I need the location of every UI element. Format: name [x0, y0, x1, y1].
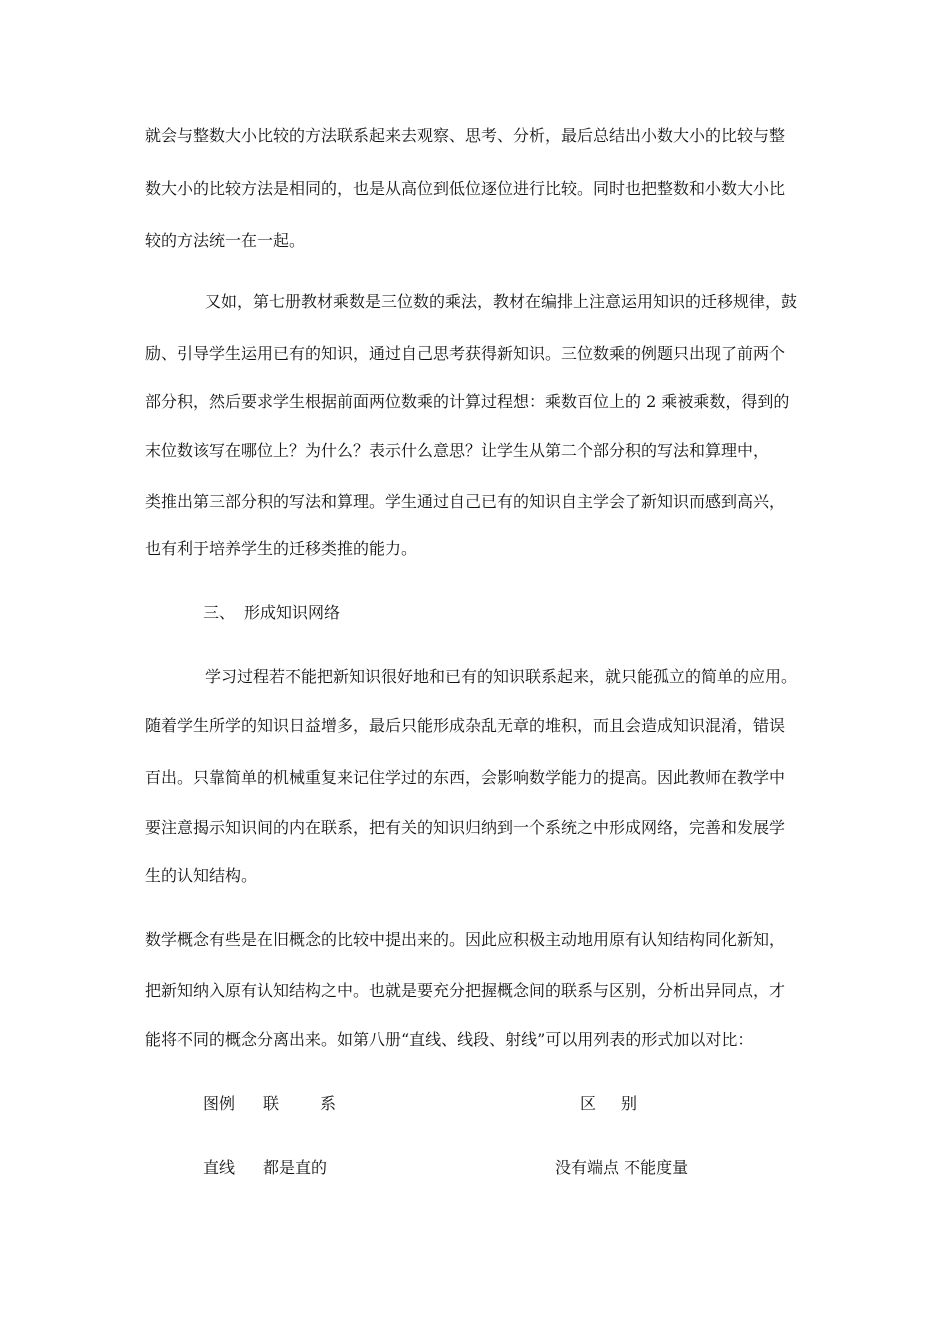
paragraph-2-line-5: 类推出第三部分积的写法和算理。学生通过自己已有的知识自主学会了新知识而感到高兴，: [145, 492, 786, 511]
paragraph-2-line-3: 部分积，然后要求学生根据前面两位数乘的计算过程想：乘数百位上的 2 乘被乘数，得到的: [145, 392, 790, 411]
section-number: 三、: [203, 603, 236, 622]
header-relation-char-2: 系: [320, 1094, 337, 1113]
paragraph-3-line-2: 随着学生所学的知识日益增多，最后只能形成杂乱无章的堆积，而且会造成知识混淆，错误: [145, 716, 786, 735]
section-title: 形成知识网络: [244, 603, 341, 622]
paragraph-1-line-2: 数大小的比较方法是相同的，也是从高位到低位逐位进行比较。同时也把整数和小数大小比: [145, 179, 786, 198]
header-difference-char-2: 别: [621, 1094, 638, 1113]
paragraph-3-line-5: 生的认知结构。: [145, 866, 258, 885]
paragraph-3-line-1: 学习过程若不能把新知识很好地和已有的知识联系起来，就只能孤立的简单的应用。: [205, 667, 798, 686]
paragraph-4-line-2: 把新知纳入原有认知结构之中。也就是要充分把握概念间的联系与区别，分析出异同点，才: [145, 981, 786, 1000]
paragraph-2-line-4: 末位数该写在哪位上？为什么？表示什么意思？让学生从第二个部分积的写法和算理中，: [145, 441, 770, 460]
paragraph-2-line-2: 励、引导学生运用已有的知识，通过自己思考获得新知识。三位数乘的例题只出现了前两个: [145, 344, 786, 363]
header-relation-char-1: 联: [263, 1094, 280, 1113]
row-straight-line-name: 直线: [203, 1158, 236, 1177]
header-legend: 图例: [203, 1094, 236, 1113]
row-straight-line-difference: 没有端点 不能度量: [555, 1158, 689, 1177]
paragraph-3-line-3: 百出。只靠简单的机械重复来记住学过的东西，会影响数学能力的提高。因此教师在教学中: [145, 768, 786, 787]
paragraph-3-line-4: 要注意揭示知识间的内在联系，把有关的知识归纳到一个系统之中形成网络，完善和发展学: [145, 818, 786, 837]
row-straight-line-relation: 都是直的: [263, 1158, 328, 1177]
paragraph-1-line-3: 较的方法统一在一起。: [145, 231, 306, 250]
paragraph-1-line-1: 就会与整数大小比较的方法联系起来去观察、思考、分析，最后总结出小数大小的比较与整: [145, 126, 786, 145]
paragraph-2-line-6: 也有利于培养学生的迁移类推的能力。: [145, 539, 418, 558]
paragraph-4-line-3: 能将不同的概念分离出来。如第八册“直线、线段、射线”可以用列表的形式加以对比：: [145, 1030, 754, 1049]
paragraph-4-line-1: 数学概念有些是在旧概念的比较中提出来的。因此应积极主动地用原有认知结构同化新知，: [145, 930, 786, 949]
paragraph-2-line-1: 又如，第七册教材乘数是三位数的乘法，教材在编排上注意运用知识的迁移规律，鼓: [205, 292, 798, 311]
header-difference-char-1: 区: [580, 1094, 597, 1113]
